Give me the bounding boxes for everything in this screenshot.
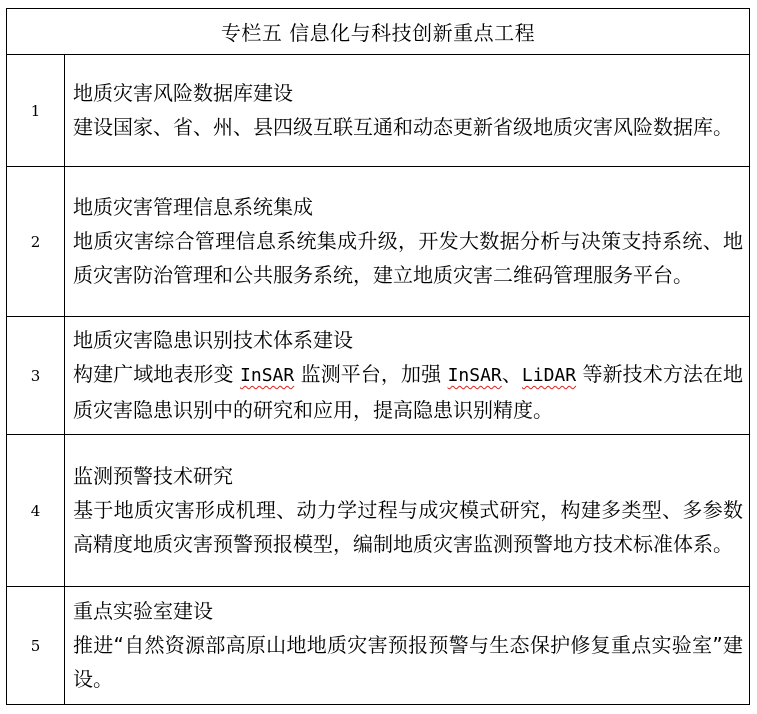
item-title: 监测预警技术研究 [73, 464, 233, 488]
table-row [7, 587, 750, 705]
body-text: 监测平台，加强 [294, 362, 448, 386]
row-content [65, 587, 750, 705]
row-content [65, 55, 750, 167]
item-body [73, 357, 743, 427]
body-text: 构建广域地表形变 [73, 362, 241, 386]
item-title: 重点实验室建设 [73, 599, 213, 623]
row-number: 5 [7, 587, 65, 705]
item-title: 地质灾害隐患识别技术体系建设 [73, 328, 353, 352]
item-title: 地质灾害风险数据库建设 [73, 81, 293, 105]
item-title: 地质灾害管理信息系统集成 [73, 195, 313, 219]
key-projects-table [6, 8, 750, 705]
row-content [65, 435, 750, 587]
table-row [7, 435, 750, 587]
term-lidar: LiDAR [521, 365, 577, 386]
row-number: 2 [7, 167, 65, 317]
row-number: 1 [7, 55, 65, 167]
row-content [65, 167, 750, 317]
body-text: 、 [501, 362, 522, 386]
row-content [65, 317, 750, 435]
term-insar: InSAR [447, 365, 502, 386]
item-body: 推进“自然资源部高原山地地质灾害预报预警与生态保护修复重点实验室”建设。 [73, 633, 744, 691]
item-body: 基于地质灾害形成机理、动力学过程与成灾模式研究，构建多类型、多参数高精度地质灾害预警预报模型，编制地质灾害监测预警地方技术标准体系。 [73, 498, 744, 556]
row-number: 4 [7, 435, 65, 587]
table-row [7, 55, 750, 167]
table-row [7, 317, 750, 435]
term-insar: InSAR [240, 365, 295, 386]
item-body: 地质灾害综合管理信息系统集成升级，开发大数据分析与决策支持系统、地质灾害防治管理和公共服务系统，建立地质灾害二维码管理服务平台。 [73, 229, 744, 287]
table-title: 专栏五 信息化与科技创新重点工程 [7, 9, 750, 55]
body-text: 等新技术方法在地质灾害隐患识别中的研究和应用，提高隐患识别精度。 [73, 362, 744, 422]
table-row [7, 167, 750, 317]
table-title-row [7, 9, 750, 55]
item-body: 建设国家、省、州、县四级互联互通和动态更新省级地质灾害风险数据库。 [73, 115, 733, 139]
row-number: 3 [7, 317, 65, 435]
